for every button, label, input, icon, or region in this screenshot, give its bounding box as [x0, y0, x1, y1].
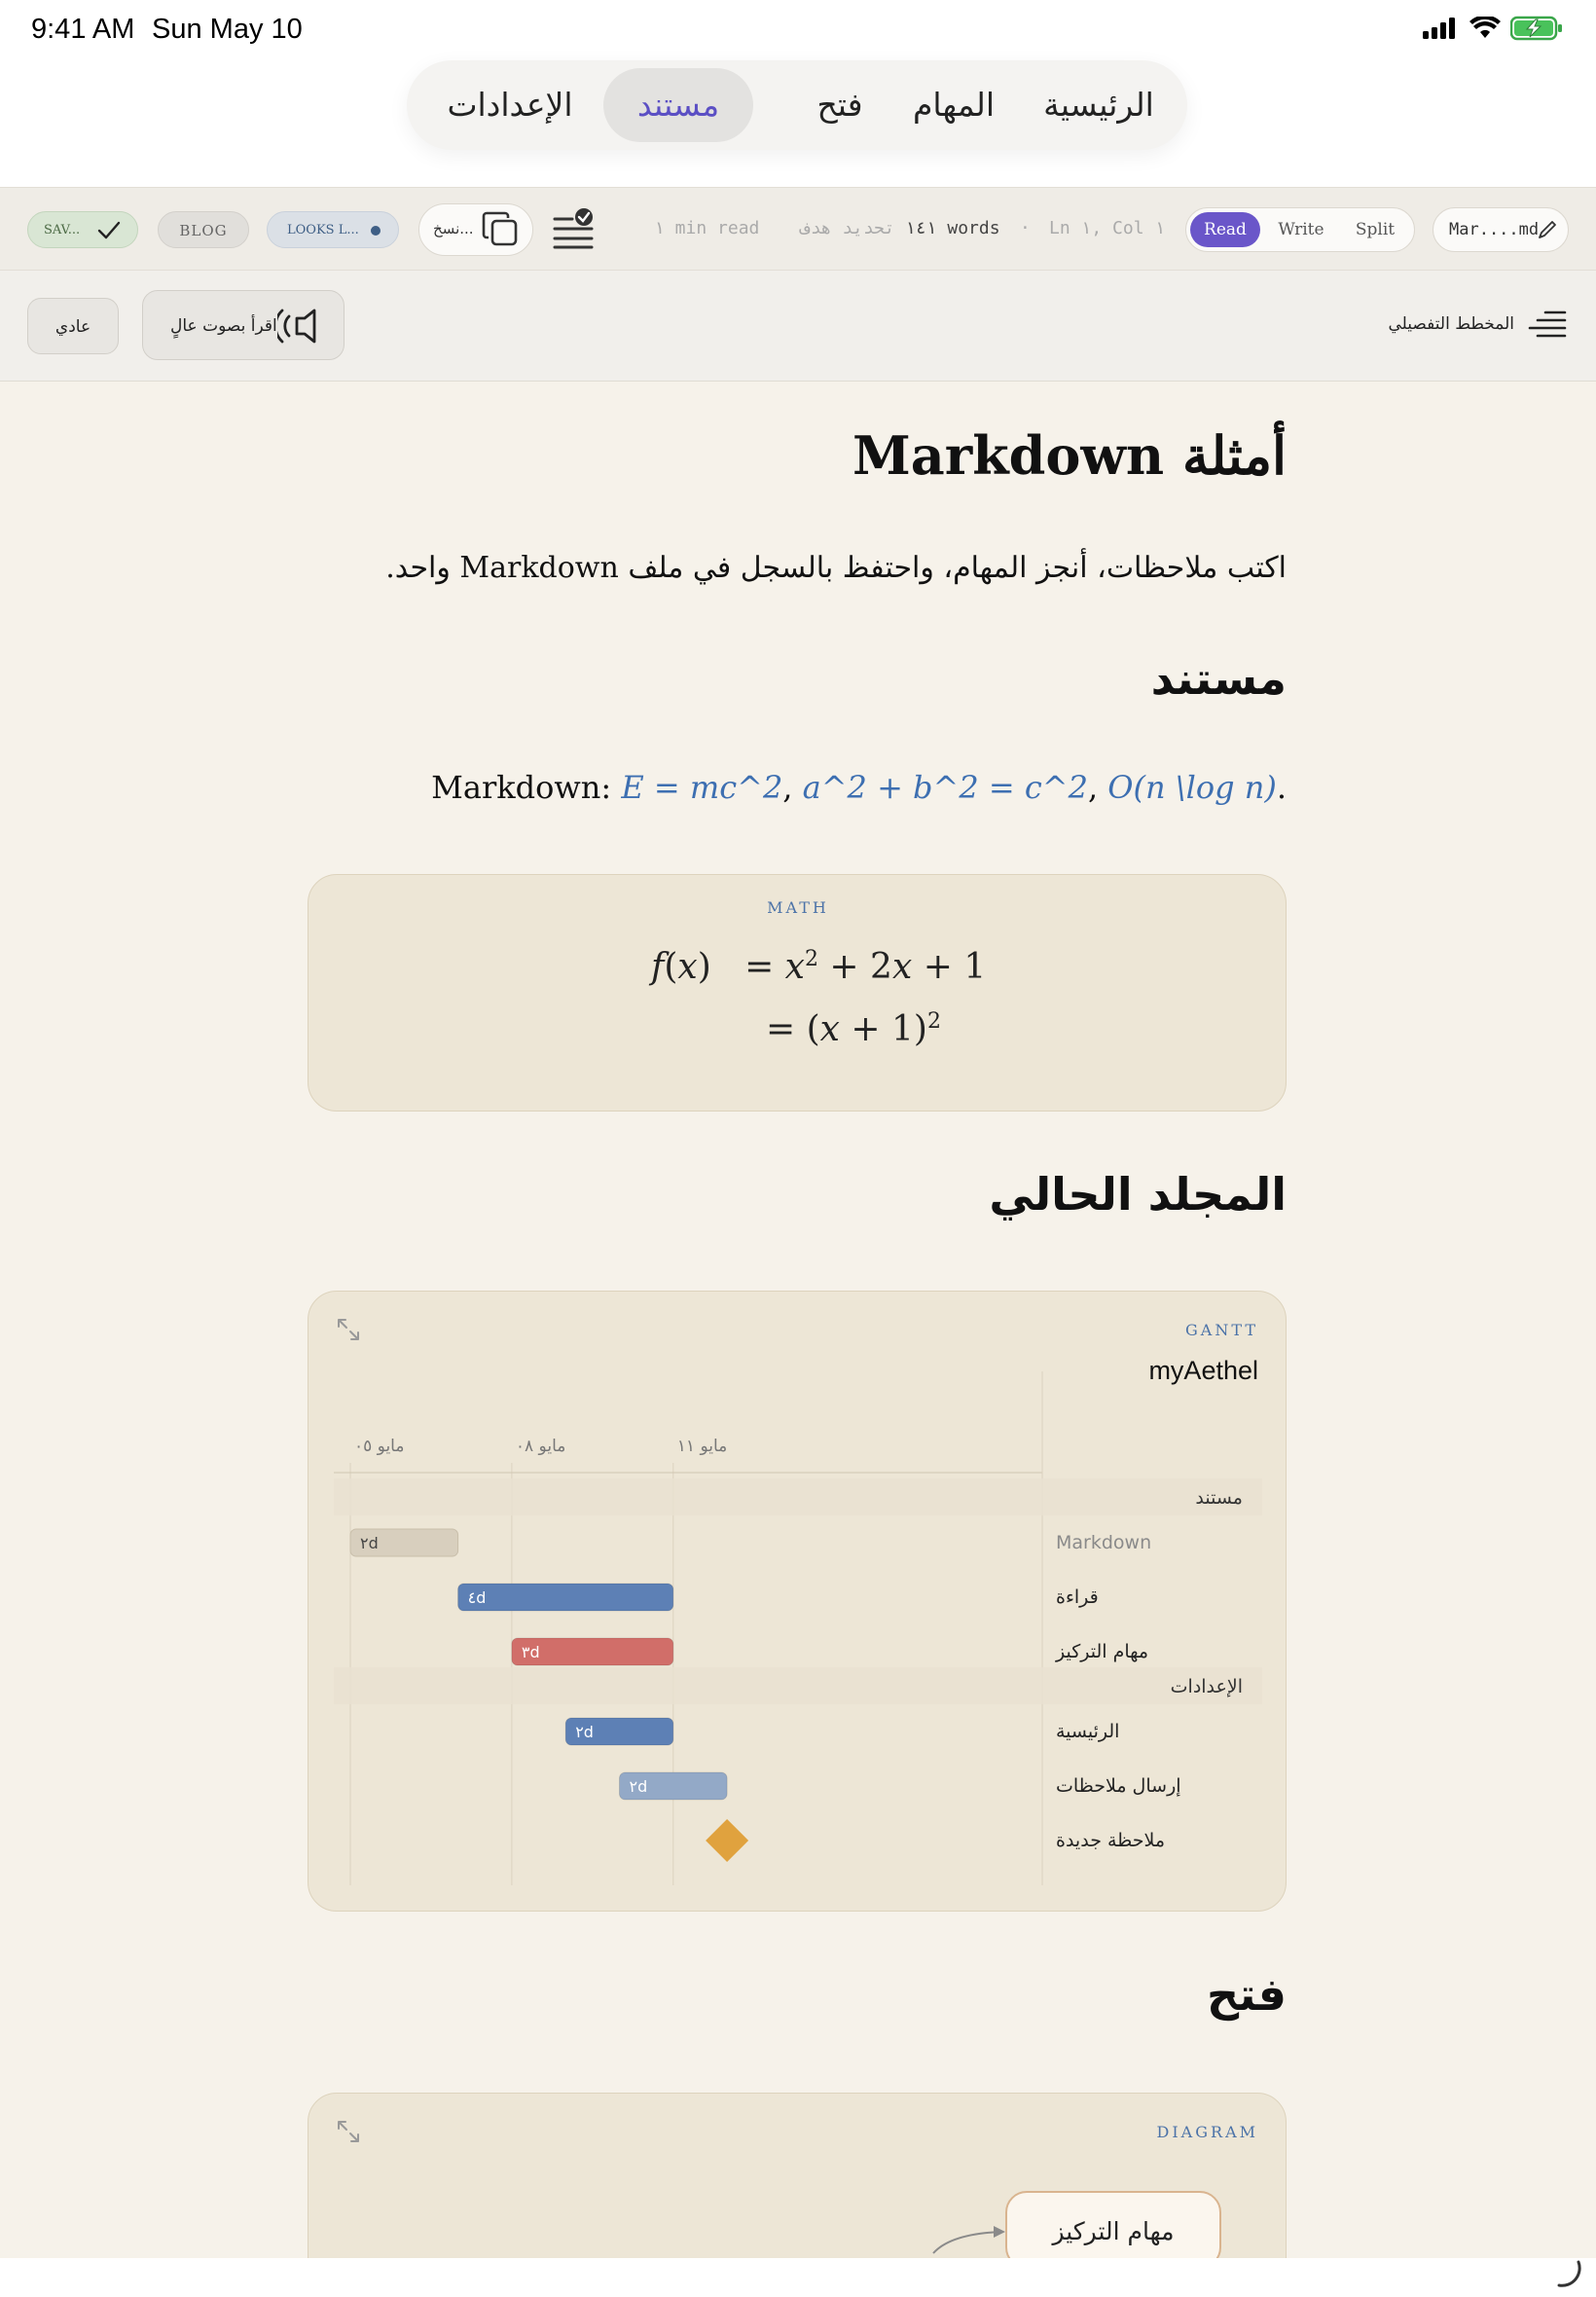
status-icons [1423, 16, 1563, 41]
heading-open: فتح [1206, 1968, 1287, 2021]
gantt-date-label: مايو ٠٨ [515, 1437, 566, 1456]
gantt-task-label: الرئيسية [1056, 1721, 1120, 1742]
read-aloud-button[interactable] [142, 290, 345, 360]
home-indicator-area [0, 2258, 1596, 2297]
gantt-task-label: إرسال ملاحظات [1056, 1775, 1181, 1797]
diagram-tag: DIAGRAM [1156, 2123, 1258, 2141]
gantt-bar-label: ٢d [575, 1723, 594, 1741]
speaker-icon [277, 307, 322, 346]
inline-math-2: a^2 + b^2 = c^2 [802, 769, 1088, 806]
gantt-bar-label: ٣d [521, 1643, 540, 1661]
gantt-tag: GANTT [1185, 1321, 1258, 1339]
status-bar [0, 0, 1596, 58]
blog-tag-chip[interactable]: BLOG [158, 211, 249, 248]
loading-spinner-icon [1553, 2258, 1582, 2287]
gantt-task-label: Markdown [1056, 1532, 1152, 1553]
math-block-card: MATH $f(x) = x^2 + 2x + 1$ = $(x + 1)^2$ [308, 874, 1287, 1112]
file-name-chip[interactable] [1433, 207, 1569, 252]
heading-document: مستند [1150, 652, 1287, 705]
wifi-icon [1469, 17, 1501, 40]
tab-home[interactable]: الرئيسية [1043, 86, 1154, 124]
main-tab-bar [407, 60, 1187, 150]
inline-math-3: O(n \log n) [1107, 769, 1277, 806]
tab-tasks[interactable]: المهام [913, 86, 995, 124]
document-title: أمثلة Markdown [852, 424, 1287, 487]
gantt-section-row [334, 1478, 1262, 1515]
top-bar [0, 0, 1596, 187]
document-lead: اكتب ملاحظات، أنجز المهام، واحتفظ بالسجل في ملف Markdown واحد. [385, 551, 1287, 585]
diagram-expand-icon[interactable] [336, 2119, 361, 2144]
gantt-chart [308, 1292, 1288, 1913]
outline-label: المخطط التفصيلي [1388, 314, 1514, 334]
gantt-bar-label: ٢d [360, 1534, 379, 1552]
gantt-date-label: مايو ٠٥ [354, 1437, 405, 1456]
inline-math-1: E = mc^2 [621, 769, 783, 806]
copy-icon [480, 208, 523, 251]
word-count: ١٤١ words [905, 218, 1000, 238]
read-aloud-label: اقرأ بصوت عالٍ [170, 316, 277, 336]
status-dot-icon [371, 226, 381, 236]
diagram-edge [931, 2216, 1009, 2255]
gantt-bar-label: ٤d [467, 1588, 487, 1607]
gantt-bar-label: ٢d [629, 1777, 648, 1796]
gantt-bar [458, 1584, 673, 1611]
set-goal-link[interactable]: تحديد هدف [800, 218, 895, 238]
looks-tag-chip[interactable] [267, 211, 399, 248]
saved-status-chip[interactable] [27, 211, 138, 248]
gantt-date-label: مايو ١١ [676, 1437, 728, 1456]
gantt-title: myAethel [1148, 1356, 1258, 1385]
inline-math-prefix: Markdown: [431, 769, 622, 806]
normal-mode-button[interactable]: عادي [27, 298, 119, 354]
tab-open[interactable]: فتح [816, 86, 863, 124]
inline-math-paragraph: Markdown: E = mc^2, a^2 + b^2 = c^2, O(n \log n). [431, 769, 1287, 806]
cursor-position: Ln ١, Col ١ [1049, 218, 1166, 238]
gantt-task-label: ملاحظة جديدة [1056, 1830, 1166, 1851]
gantt-section-label: الإعدادات [1170, 1676, 1243, 1697]
gantt-card [308, 1291, 1287, 1912]
battery-charging-icon [1510, 16, 1563, 41]
checkmark-icon [96, 220, 122, 241]
stats-separator: · [1020, 218, 1031, 238]
mode-write-button[interactable]: Write [1278, 220, 1324, 239]
cellular-signal-icon [1423, 17, 1460, 40]
math-block-tag: MATH [767, 898, 829, 917]
gantt-section-row [334, 1667, 1262, 1704]
diagram-node[interactable]: مهام التركيز [1005, 2191, 1221, 2269]
view-mode-segmented [1185, 207, 1415, 252]
gantt-section-label: مستند [1195, 1487, 1243, 1509]
gantt-task-label: قراءة [1056, 1586, 1099, 1608]
mode-split-button[interactable]: Split [1355, 220, 1396, 239]
outline-list-icon [1528, 310, 1567, 339]
tab-document[interactable]: مستند [603, 68, 753, 142]
status-date: Sun May 10 [152, 14, 303, 45]
gantt-task-label: مهام التركيز [1056, 1641, 1149, 1662]
saved-label: SAV... [44, 223, 81, 237]
file-name-label: Mar....md [1449, 220, 1540, 239]
gantt-milestone [706, 1819, 748, 1862]
reading-toolbar [0, 271, 1596, 382]
document-view [0, 382, 1596, 2258]
reading-time: ١ min read [654, 218, 760, 238]
heading-current-folder: المجلد الحالي [989, 1168, 1287, 1221]
tab-settings[interactable]: الإعدادات [447, 86, 573, 124]
checklist-icon[interactable] [553, 207, 596, 250]
copy-button[interactable] [418, 203, 533, 256]
editor-toolbar [0, 187, 1596, 271]
status-time: 9:41 AM [31, 14, 135, 45]
mode-read-button[interactable]: Read [1190, 212, 1260, 247]
outline-button[interactable] [1389, 310, 1568, 339]
looks-label: LOOKS L... [287, 223, 359, 237]
copy-label: نسخ... [433, 220, 474, 237]
pencil-icon [1537, 219, 1558, 240]
